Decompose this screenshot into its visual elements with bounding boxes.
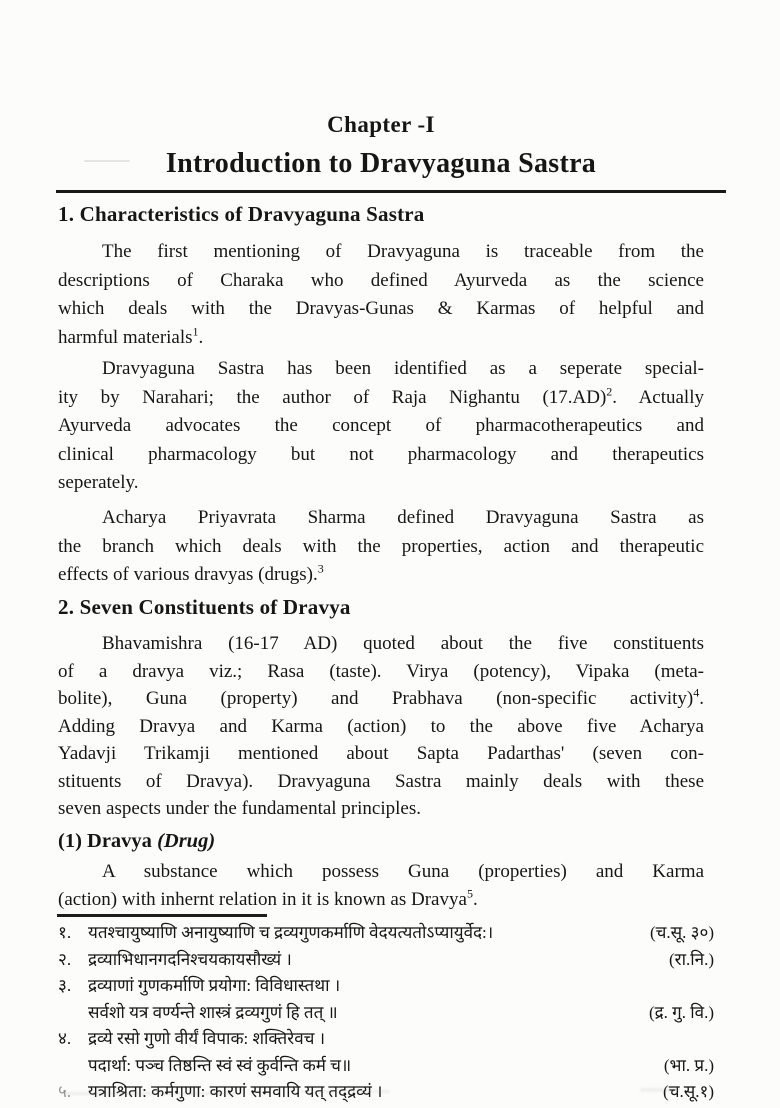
footnote-row	[58, 920, 714, 947]
text-line: harmful materials$^1$.	[58, 324, 204, 348]
text-line: of a dravya viz.; Rasa (taste). Virya (potency), Vipaka (meta-	[58, 660, 704, 682]
footnote-source-ref: (रा.नि.)	[668, 949, 714, 969]
footnote-row	[58, 1053, 714, 1080]
footnote-number: ४.	[58, 1029, 72, 1048]
subheading-italic-label: (Drug)	[157, 830, 216, 852]
footnote-marker: 2	[606, 384, 613, 399]
text-line: ity by Narahari; the author of Raja Nighantu $(17.AD)^2$. Actually	[58, 384, 704, 408]
footnote-marker: 4	[693, 685, 700, 700]
footnotes	[58, 920, 714, 1106]
chapter-heading: Chapter -I	[327, 112, 435, 137]
section-heading: 1. Characteristics of Dravyaguna Sastra	[58, 202, 425, 226]
text-line: the branch which deals with the properties, action and therapeutic	[58, 535, 704, 557]
text-line: (action) with inhernt relation in it is known as Dravya$^5$.	[58, 886, 478, 910]
footnote-row	[58, 1000, 714, 1027]
text-line: Bhavamishra (16-17 AD) quoted about the five constituents	[102, 633, 704, 654]
text-line: clinical pharmacology but not pharmacology and therapeutics	[58, 443, 704, 465]
text-line: Adding Dravya and Karma (action) to the above five Acharya	[58, 715, 704, 737]
footnote-source-ref: (द्र. गु. वि.)	[648, 1002, 714, 1022]
text-line: Yadavji Trikamji mentioned about Sapta Padarthas' (seven con-	[58, 743, 704, 764]
section-heading: 2. Seven Constituents of Dravya	[58, 595, 351, 619]
footnote-row	[58, 1079, 714, 1106]
footnote-text: सर्वशो यत्र वर्ण्यन्ते शास्त्रं द्रव्यगुणं हि तत् ॥	[88, 1002, 338, 1022]
text-line: Ayurveda advocates the concept of pharmacotherapeutics and	[58, 415, 704, 436]
footnote-text: यत्राश्रिता: कर्मगुणा: कारणं समवायि यत् तद्द्रव्यं ।	[88, 1082, 383, 1101]
text-line: seven aspects under the fundamental principles.	[58, 798, 421, 819]
footnote-source-ref: (च.सू.१)	[663, 1082, 714, 1101]
footnote-number: २.	[58, 949, 72, 969]
footnote-row	[58, 947, 714, 974]
text-line: Acharya Priyavrata Sharma defined Dravyaguna Sastra as	[102, 507, 704, 528]
text-line: which deals with the Dravyas-Gunas & Karmas of helpful and	[58, 298, 704, 319]
paragraph	[58, 238, 704, 352]
footnote-text: द्रव्याभिधानगदनिश्चयकायसौख्यं ।	[88, 949, 292, 969]
text-line: stituents of Dravya). Dravyaguna Sastra mainly deals with these	[58, 770, 704, 792]
subheading-label: (1) Dravya	[58, 830, 158, 852]
title-rule	[56, 190, 726, 193]
footnote-number: ५.	[58, 1082, 72, 1101]
footnote-row	[58, 973, 714, 1000]
text-line: Dravyaguna Sastra has been identified as a seperate special-	[102, 358, 704, 379]
footnote-number: ३.	[58, 976, 72, 995]
footnote-source-ref: (भा. प्र.)	[663, 1055, 714, 1075]
footnote-separator	[57, 914, 267, 917]
paragraph	[58, 630, 704, 823]
sub-heading	[58, 830, 704, 853]
paragraph	[58, 858, 704, 913]
footnote-text: द्रव्ये रसो गुणो वीर्यं विपाक: शक्तिरेवच ।	[88, 1029, 326, 1048]
footnote-marker: 3	[317, 561, 324, 576]
text-line: The first mentioning of Dravyaguna is traceable from the	[102, 241, 704, 262]
text-line: effects of various dravyas (drugs).$^3$	[58, 561, 324, 585]
page-title: Introduction to Dravyaguna Sastra	[165, 148, 597, 179]
footnote-text: पदार्था: पञ्च तिष्ठन्ति स्वं स्वं कुर्वन्ति कर्म च॥	[88, 1055, 352, 1075]
footnote-number: १.	[58, 923, 72, 942]
text-line: seperately.	[58, 472, 139, 493]
footnote-marker: 5	[466, 886, 473, 901]
footnote-text: यतश्चायुष्याणि अनायुष्याणि च द्रव्यगुणकर्माणि वेदयत्यतोऽप्यायुर्वेद:।	[88, 923, 494, 942]
paragraph	[58, 504, 704, 590]
footnote-row	[58, 1026, 714, 1053]
footnote-text: द्रव्याणां गुणकर्माणि प्रयोगा: विविधास्तथा ।	[88, 976, 341, 995]
footnote-source-ref: (च.सू. ३०)	[649, 923, 714, 942]
paragraph	[58, 355, 704, 498]
text-line: bolite), Guna (property) and Prabhava (non-specific activity)$^4$.	[58, 685, 704, 709]
text-line: descriptions of Charaka who defined Ayurveda as the science	[58, 269, 704, 291]
text-line: A substance which possess Guna (properties) and Karma	[102, 861, 704, 882]
footnote-marker: 1	[192, 324, 199, 339]
